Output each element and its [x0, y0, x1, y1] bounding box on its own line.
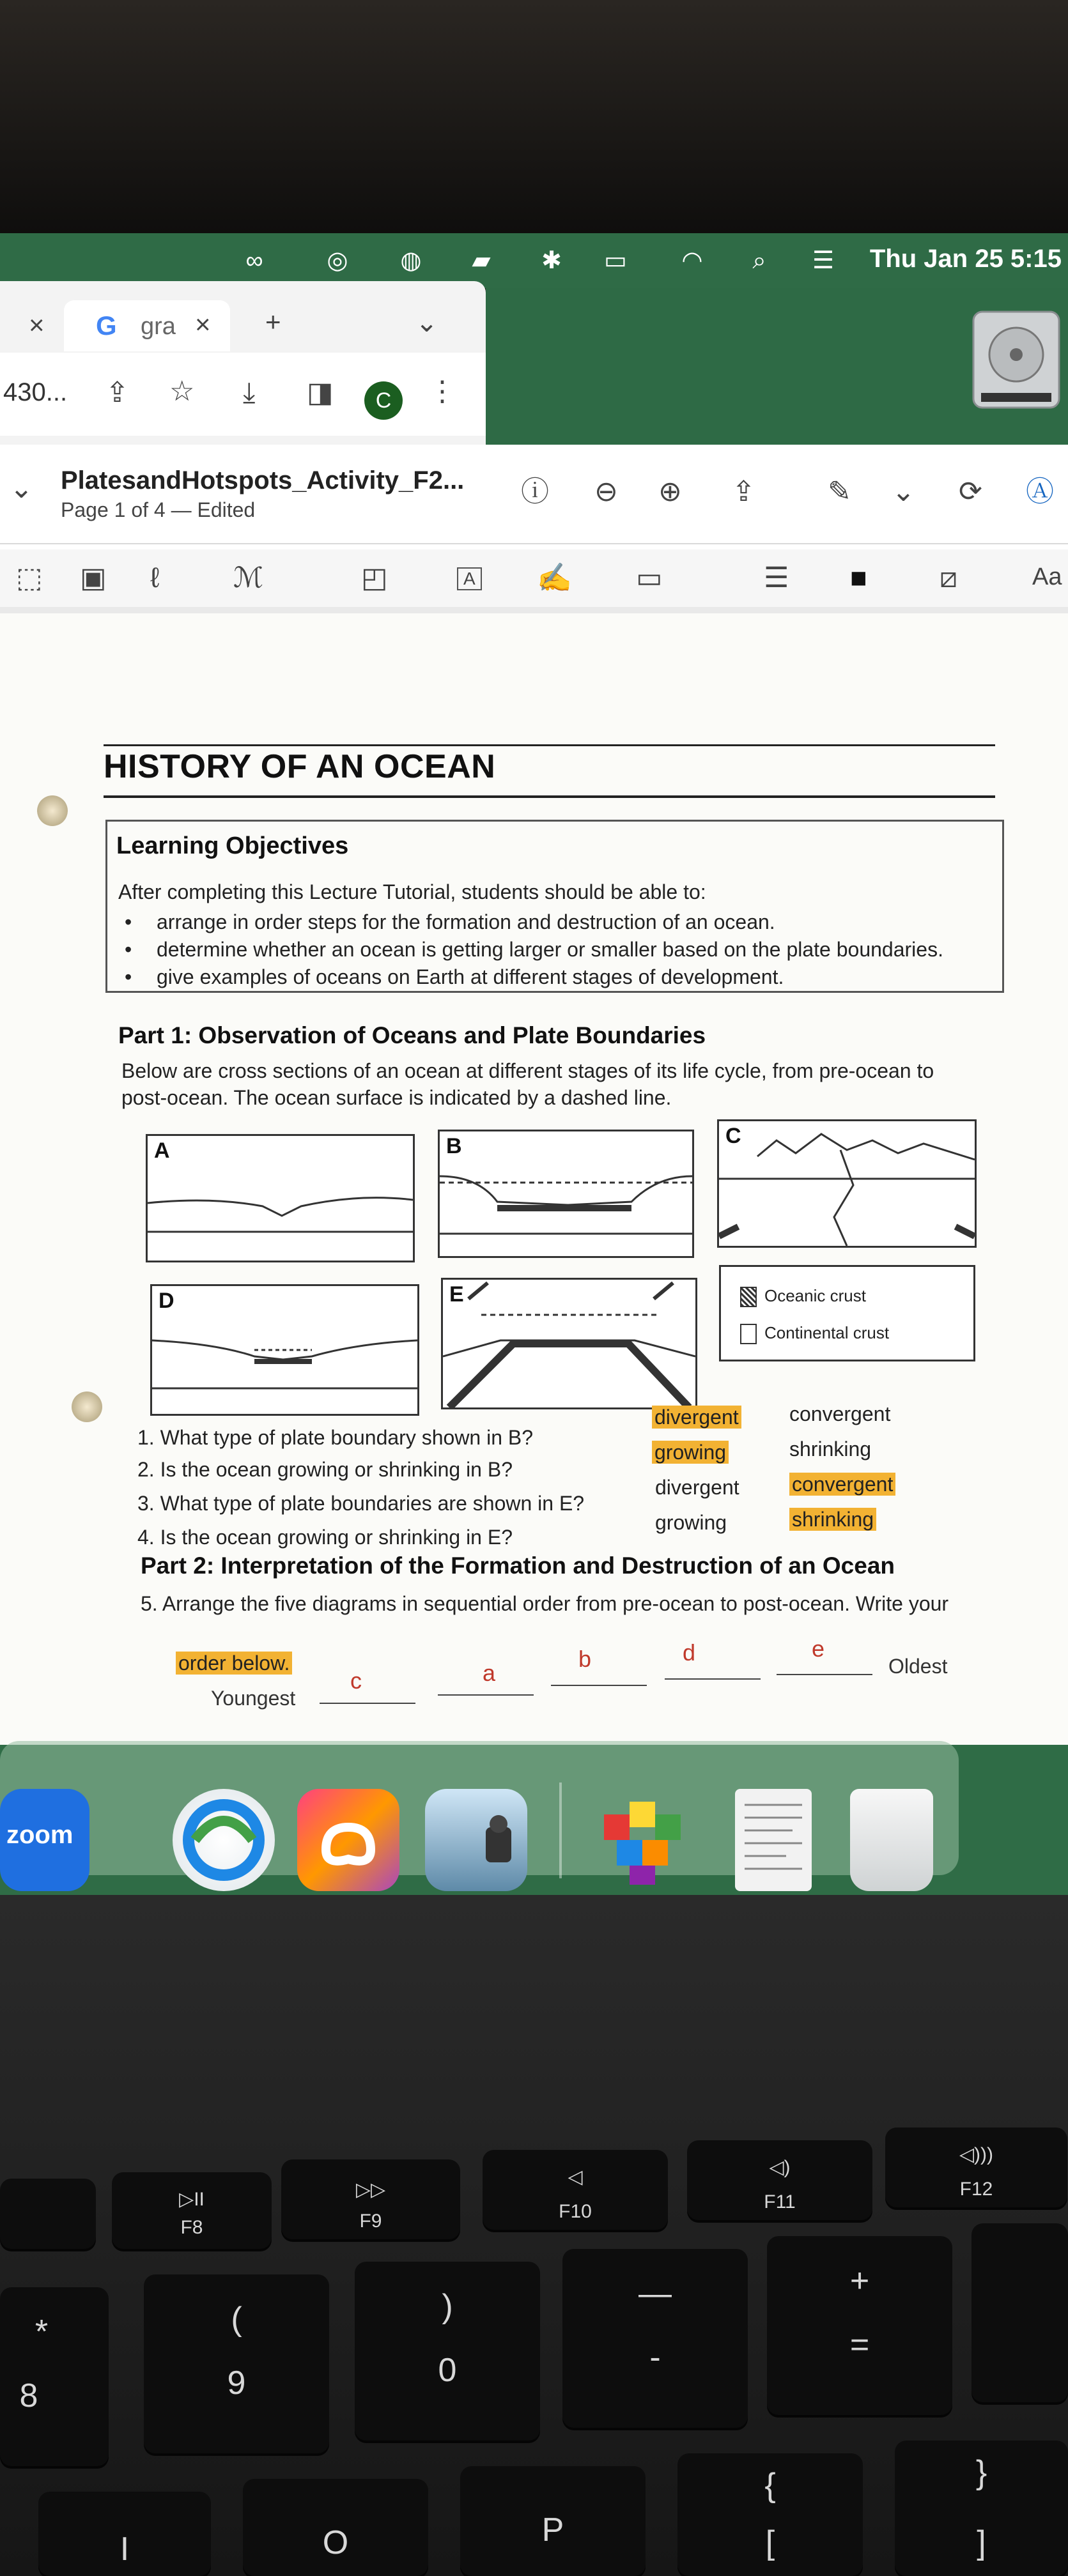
border-color-icon[interactable]: ■	[850, 562, 867, 594]
key-f7[interactable]	[0, 2179, 96, 2249]
shapes-icon[interactable]: ◰	[361, 562, 388, 594]
answer-blank[interactable]	[551, 1685, 647, 1686]
key-equals[interactable]: + =	[767, 2236, 952, 2415]
key-minus[interactable]: — -	[562, 2249, 748, 2428]
punch-hole	[72, 1392, 102, 1422]
document-subtitle: Page 1 of 4 — Edited	[61, 498, 256, 521]
key-i[interactable]: I	[38, 2492, 211, 2576]
rect-select-icon[interactable]: ⬚	[16, 562, 43, 594]
address-bar-row	[0, 353, 486, 436]
diagram-label: E	[449, 1282, 464, 1307]
webex-app[interactable]	[173, 1789, 275, 1891]
answer-blank[interactable]	[438, 1694, 534, 1696]
preview-app[interactable]	[425, 1789, 527, 1891]
q2-option-shrinking: shrinking	[789, 1438, 872, 1460]
question-1: 1. What type of plate boundary shown in B?	[137, 1426, 534, 1449]
toolbar-divider	[0, 543, 1068, 544]
diagram-a-drawing	[148, 1136, 413, 1261]
key-f8[interactable]: ▷II F8	[112, 2172, 272, 2249]
browser-tab-active[interactable]	[64, 300, 230, 351]
key-delete[interactable]	[971, 2223, 1068, 2402]
tab-list-chevron-icon[interactable]: ⌄	[415, 307, 438, 337]
new-tab-button[interactable]: +	[265, 307, 281, 337]
tab-title: gra	[141, 313, 176, 340]
key-f12[interactable]: ◁))) F12	[885, 2128, 1067, 2207]
menubar-clock[interactable]: Thu Jan 25 5:15	[869, 245, 1062, 273]
learning-objectives-intro: After completing this Lecture Tutorial, students should be able to:	[118, 880, 706, 903]
key-f9[interactable]: ▷▷ F9	[281, 2159, 460, 2239]
answer-4: d	[683, 1639, 696, 1666]
google-icon: G	[96, 310, 117, 341]
question-3: 3. What type of plate boundaries are shown in E?	[137, 1492, 585, 1515]
creative-cloud-app[interactable]	[297, 1789, 399, 1891]
objective-item: • arrange in order steps for the formation and destruction of an ocean.	[125, 910, 775, 933]
key-o[interactable]: O	[243, 2479, 428, 2576]
diagram-d	[150, 1284, 419, 1416]
diagram-c	[717, 1119, 977, 1248]
title-rule-bottom	[104, 795, 995, 798]
key-f11[interactable]: ◁) F11	[687, 2140, 872, 2220]
globe-icon[interactable]: ◍	[400, 247, 422, 274]
bookmark-star-icon[interactable]: ☆	[169, 376, 195, 407]
q1-option-convergent: convergent	[789, 1402, 891, 1425]
q3-option-divergent: divergent	[655, 1476, 739, 1499]
diagram-legend	[719, 1265, 975, 1361]
q2-option-growing: growing	[652, 1441, 729, 1464]
more-menu-icon[interactable]: ⋮	[428, 376, 456, 407]
diagram-c-drawing	[719, 1121, 975, 1246]
markup-toolbar	[0, 549, 1068, 608]
worksheet-title: HISTORY OF AN OCEAN	[104, 748, 496, 785]
browser-window	[0, 281, 486, 445]
preview-icon	[425, 1789, 527, 1891]
zoom-label: zoom	[6, 1821, 74, 1849]
q3-option-convergent: convergent	[789, 1473, 895, 1496]
menu-bar	[0, 233, 1068, 288]
dock-divider	[559, 1782, 562, 1878]
diagram-label: A	[154, 1138, 170, 1163]
diagram-e	[441, 1278, 697, 1409]
tab-close-icon[interactable]: ×	[195, 309, 211, 339]
key-p[interactable]: P	[460, 2466, 646, 2576]
app-icon[interactable]: ▰	[472, 247, 491, 274]
answer-1: c	[350, 1667, 362, 1694]
answer-2: a	[483, 1660, 496, 1686]
answer-3: b	[578, 1646, 592, 1672]
q4-option-growing: growing	[655, 1511, 727, 1534]
diagram-b	[438, 1130, 694, 1258]
share-icon[interactable]: ⇪	[105, 377, 129, 408]
oldest-label: Oldest	[888, 1655, 948, 1678]
rotate-icon[interactable]: ⟳	[959, 476, 982, 507]
key-9[interactable]: ( 9	[144, 2274, 329, 2453]
stacks-folder[interactable]	[591, 1789, 693, 1891]
diagram-d-drawing	[152, 1286, 417, 1414]
youngest-label: Youngest	[211, 1687, 296, 1710]
part1-heading: Part 1: Observation of Oceans and Plate Boundaries	[118, 1022, 706, 1048]
document-thumbnail[interactable]	[735, 1789, 812, 1891]
fill-color-icon[interactable]: ⧄	[940, 562, 957, 594]
sketch-icon[interactable]: ℓ	[150, 562, 160, 594]
smart-select-icon[interactable]: ▣	[80, 562, 107, 594]
control-center-icon[interactable]: ☰	[812, 247, 835, 274]
share-icon[interactable]: ⇪	[732, 476, 755, 507]
trash-icon[interactable]	[850, 1789, 933, 1891]
line-style-icon[interactable]: ☰	[764, 562, 789, 594]
answer-5: e	[812, 1636, 825, 1662]
punch-hole	[37, 795, 68, 826]
document-title: PlatesandHotspots_Activity_F2...	[61, 466, 465, 494]
signature-icon[interactable]: ✍	[537, 562, 572, 594]
key-right-bracket[interactable]: } ]	[895, 2441, 1068, 2576]
legend-oceanic: Oceanic crust	[740, 1286, 866, 1307]
key-0[interactable]: ) 0	[355, 2262, 540, 2441]
sidebar-icon[interactable]: ◨	[307, 377, 334, 408]
bluetooth-icon[interactable]: ✱	[541, 247, 562, 274]
key-left-bracket[interactable]: { [	[677, 2453, 863, 2576]
chevron-down-icon[interactable]: ⌄	[892, 476, 915, 507]
search-icon[interactable]: ⌕	[752, 247, 766, 274]
address-bar[interactable]: 430...	[3, 378, 68, 406]
note-icon[interactable]: ▭	[636, 562, 663, 594]
diagram-e-drawing	[443, 1280, 695, 1407]
webex-icon	[173, 1789, 275, 1891]
tab-close-icon[interactable]: ×	[29, 310, 45, 340]
zoom-out-icon[interactable]: ⊖	[594, 476, 618, 507]
colorful-blocks-icon	[591, 1789, 693, 1891]
q4-option-shrinking: shrinking	[789, 1508, 876, 1531]
download-icon[interactable]: ⤓	[243, 377, 256, 408]
question-5: 5. Arrange the five diagrams in sequential order from pre-ocean to post-ocean. Write your	[141, 1592, 949, 1615]
diagram-label: C	[725, 1124, 741, 1148]
question-2: 2. Is the ocean growing or shrinking in B?	[137, 1458, 513, 1481]
answer-blank[interactable]	[665, 1678, 761, 1680]
draw-icon[interactable]: ℳ	[233, 562, 264, 594]
objective-item: • give examples of oceans on Earth at different stages of development.	[125, 965, 784, 988]
objective-item: • determine whether an ocean is getting larger or smaller based on the plate boundaries.	[125, 938, 943, 961]
markup-pen-icon[interactable]: ✎	[828, 476, 851, 507]
hard-drive-icon[interactable]	[968, 307, 1064, 412]
accessibility-icon[interactable]: Ⓐ	[1026, 476, 1054, 507]
diagram-b-drawing	[440, 1131, 692, 1256]
text-tool-icon[interactable]: A	[457, 567, 482, 590]
part1-intro: Below are cross sections of an ocean at different stages of its life cycle, from pre-ocean to post-ocean. The ocean surface is indicated by a dashed line.	[121, 1059, 934, 1109]
sidebar-chevron-icon[interactable]: ⌄	[10, 473, 33, 504]
diagram-label: D	[159, 1289, 174, 1313]
background-room	[0, 0, 1068, 233]
answer-blank[interactable]	[320, 1703, 415, 1704]
question-5-continued: order below.	[176, 1652, 292, 1675]
document-icon	[735, 1789, 812, 1891]
diagram-label: B	[446, 1134, 462, 1158]
q1-option-divergent: divergent	[652, 1406, 741, 1429]
sync-icon[interactable]: ◎	[327, 247, 348, 274]
learning-objectives-heading: Learning Objectives	[116, 832, 349, 859]
zoom-in-icon[interactable]: ⊕	[658, 476, 682, 507]
answer-blank[interactable]	[777, 1674, 872, 1675]
legend-continental: Continental crust	[740, 1323, 889, 1344]
key-8[interactable]: * 8	[0, 2287, 109, 2466]
profile-avatar[interactable]: C	[364, 381, 403, 420]
creative-cloud-icon	[297, 1789, 399, 1891]
creative-cloud-icon[interactable]: ∞	[245, 247, 263, 274]
font-button[interactable]: Aa	[1032, 564, 1062, 590]
title-rule-top	[104, 744, 995, 746]
diagram-a	[146, 1134, 415, 1262]
question-4: 4. Is the ocean growing or shrinking in E?	[137, 1526, 513, 1549]
battery-icon[interactable]: ▭	[604, 247, 627, 274]
part2-heading: Part 2: Interpretation of the Formation and Destruction of an Ocean	[141, 1552, 895, 1579]
zoom-app[interactable]	[0, 1789, 89, 1891]
info-icon[interactable]: ⓘ	[521, 476, 549, 507]
wifi-icon[interactable]: ◠	[681, 247, 703, 274]
key-f10[interactable]: ◁ F10	[483, 2150, 668, 2230]
